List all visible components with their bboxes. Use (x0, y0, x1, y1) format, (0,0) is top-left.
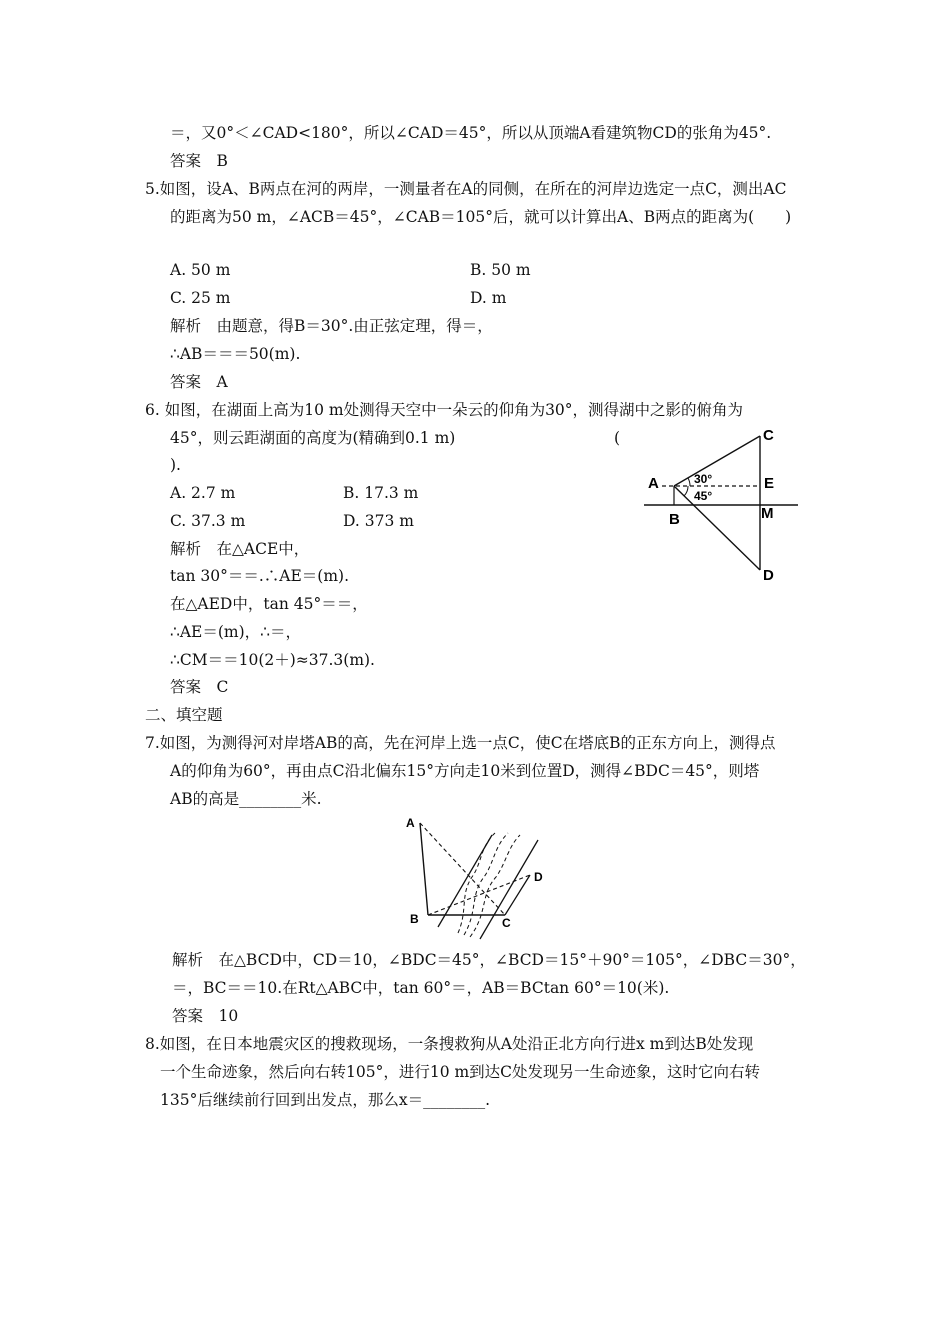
solution-line: ∴CM＝＝10(2＋)≈37.3(m). (170, 651, 375, 669)
angle-label-45: 45° (694, 489, 713, 503)
option-d: D. 373 m (343, 512, 414, 530)
text-line: ＝，又0°＜∠CAD<180°，所以∠CAD＝45°，所以从顶端A看建筑物CD的张角为45°. (170, 124, 772, 142)
tower-ab (420, 823, 428, 915)
solution-line: 解析 在△ACE中， (170, 540, 310, 558)
line-ad (674, 486, 760, 570)
solution-line: tan 30°＝＝.∴AE＝(m). (170, 567, 350, 585)
question-5-line-2: 的距离为50 m，∠ACB＝45°，∠CAB＝105°后，就可以计算出A、B两点的距离为( ) (170, 208, 792, 226)
figure-q6 (640, 420, 805, 590)
label-a: A (648, 475, 659, 492)
label-e: E (764, 475, 775, 492)
solution-line: ∴AE＝(m)，∴＝， (170, 623, 302, 641)
angle-arc-30 (688, 478, 690, 486)
question-5-line-1: 5.如图，设A、B两点在河的两岸，一测量者在A的同侧，在所在的河岸边选定一点C，测出AC (145, 180, 787, 198)
option-d: D. m (470, 289, 507, 307)
answer-line: 答案 A (170, 373, 228, 391)
label-d: D (534, 870, 543, 884)
solution-line: 解析 由题意，得B＝30°.由正弦定理，得＝， (170, 317, 493, 335)
line-cd (505, 875, 530, 915)
label-a: A (406, 816, 415, 830)
question-6-line-1: 6. 如图，在湖面上高为10 m处测得天空中一朵云的仰角为30°，测得湖中之影的俯角为 (145, 401, 744, 419)
label-b: B (669, 511, 680, 528)
label-c: C (502, 916, 511, 930)
label-c: C (763, 427, 774, 444)
figure-q7 (400, 815, 560, 945)
solution-line: ＝，BC＝＝10.在Rt△ABC中，tan 60°＝，AB＝BCtan 60°＝10(米). (172, 979, 670, 997)
option-c: C. 25 m (170, 289, 231, 307)
question-7-line-3: AB的高是________米. (170, 790, 322, 808)
label-b: B (410, 912, 419, 926)
question-8-line-1: 8.如图，在日本地震灾区的搜救现场，一条搜救狗从A处沿正北方向行进x m到达B处发现 (145, 1035, 754, 1053)
question-8-line-2: 一个生命迹象，然后向右转105°，进行10 m到达C处发现另一生命迹象，这时它向右转 (160, 1063, 761, 1081)
option-c: C. 37.3 m (170, 512, 246, 530)
answer-paren: ( (614, 429, 621, 447)
question-7-line-1: 7.如图，为测得河对岸塔AB的高，先在河岸上选一点C，使C在塔底B的正东方向上，测得点 (145, 734, 776, 752)
question-6-line-3: ). (170, 456, 181, 474)
riverbank-left (438, 835, 492, 927)
section-heading: 二、填空题 (145, 706, 223, 724)
line-ac (674, 436, 760, 486)
angle-label-30: 30° (694, 472, 713, 486)
angle-arc-45 (684, 486, 688, 496)
option-a: A. 2.7 m (170, 484, 236, 502)
solution-line: 在△AED中，tan 45°＝＝， (170, 595, 368, 613)
option-b: B. 50 m (470, 261, 531, 279)
question-6-line-2: 45°，则云距湖面的高度为(精确到0.1 m) (170, 429, 456, 447)
solution-line: ∴AB＝＝＝50(m). (170, 345, 301, 363)
question-7-line-2: A的仰角为60°，再由点C沿北偏东15°方向走10米到位置D，测得∠BDC＝45°，则塔 (170, 762, 760, 780)
label-m: M (761, 505, 774, 522)
answer-line: 答案 C (170, 678, 229, 696)
option-b: B. 17.3 m (343, 484, 419, 502)
question-8-line-3: 135°后继续前行回到出发点，那么x＝________. (160, 1091, 491, 1109)
label-d: D (763, 567, 774, 584)
solution-line: 解析 在△BCD中，CD＝10，∠BDC＝45°，∠BCD＝15°＋90°＝105°，∠DBC＝30°， (172, 951, 806, 969)
answer-line: 答案 10 (172, 1007, 239, 1025)
option-a: A. 50 m (170, 261, 231, 279)
answer-line: 答案 B (170, 152, 228, 170)
